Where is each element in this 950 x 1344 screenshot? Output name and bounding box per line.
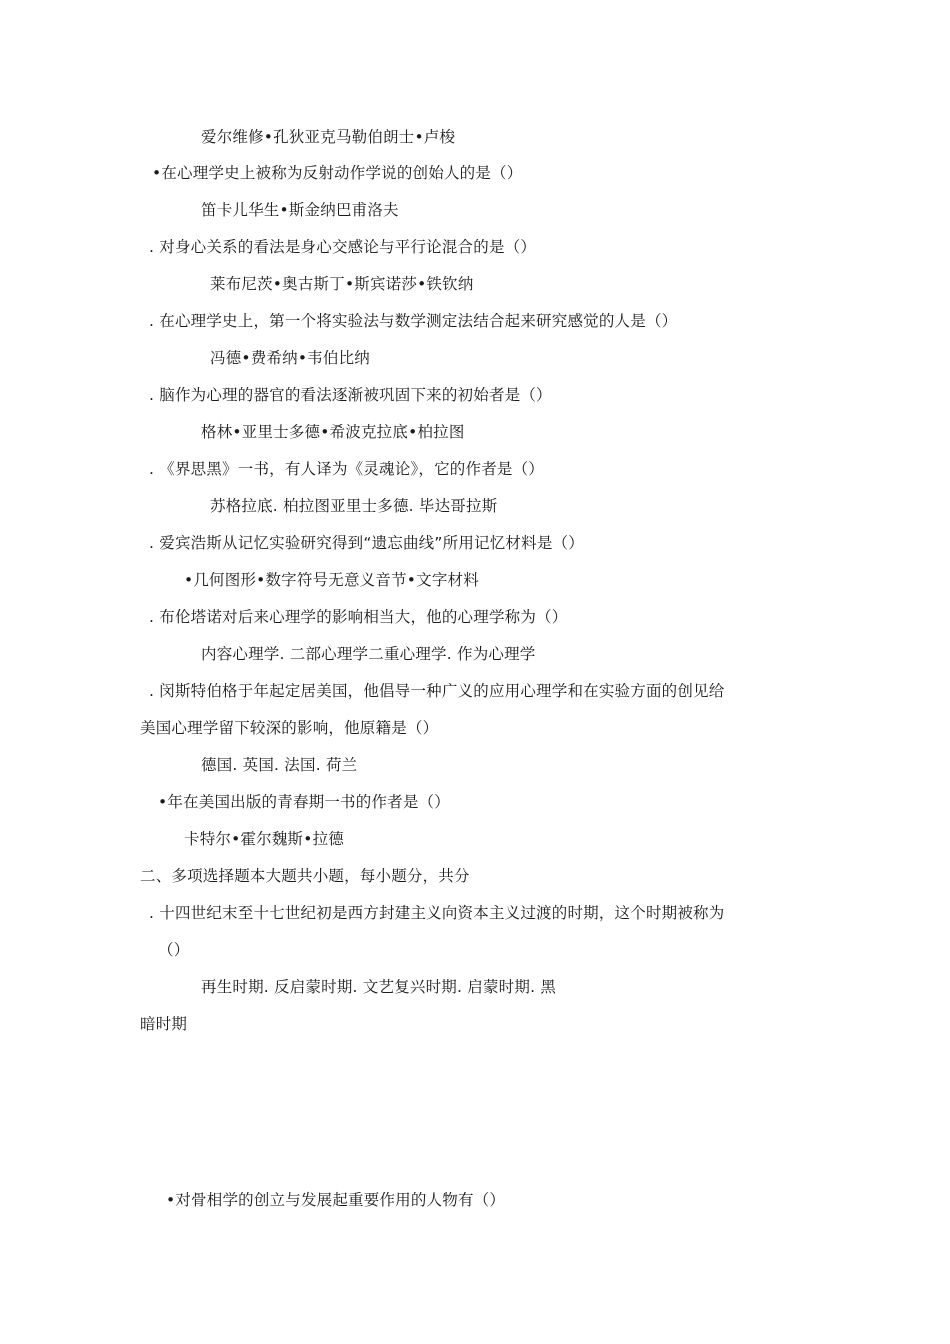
answer-options-line: 卡特尔•霍尔魏斯•拉德 [184, 830, 344, 848]
section-heading: 二、多项选择题本大题共小题，每小题分，共分 [140, 867, 470, 885]
answer-options-line: 莱布尼茨•奥古斯丁•斯宾诺莎•铁钦纳 [210, 275, 474, 293]
question-line: •年在美国出版的青春期一书的作者是（） [158, 793, 450, 811]
question-line: . 爱宾浩斯从记忆实验研究得到“遗忘曲线”所用记忆材料是（） [149, 534, 584, 552]
answer-options-line: 笛卡儿华生•斯金纳巴甫洛夫 [201, 201, 399, 219]
answer-options-line: 格林•亚里士多德•希波克拉底•柏拉图 [201, 423, 465, 441]
question-line: . 十四世纪末至十七世纪初是西方封建主义向资本主义过渡的时期，这个时期被称为 [149, 904, 725, 922]
question-line: . 布伦塔诺对后来心理学的影响相当大，他的心理学称为（） [149, 608, 568, 626]
question-line: . 对身心关系的看法是身心交感论与平行论混合的是（） [149, 238, 537, 256]
question-line-continued: （） [158, 941, 190, 959]
question-line-continued: 美国心理学留下较深的影响，他原籍是（） [140, 719, 439, 737]
answer-options-line: 苏格拉底. 柏拉图亚里士多德. 毕达哥拉斯 [210, 497, 498, 515]
answer-options-line: 德国. 英国. 法国. 荷兰 [201, 756, 358, 774]
question-line: . 脑作为心理的器官的看法逐渐被巩固下来的初始者是（） [149, 386, 552, 404]
answer-options-line-continued: 暗时期 [140, 1015, 188, 1033]
answer-options-line: •几何图形•数字符号无意义音节•文字材料 [184, 571, 479, 589]
answer-options-line: 爱尔维修•孔狄亚克马勒伯朗士•卢梭 [201, 128, 456, 146]
question-line: . 在心理学史上，第一个将实验法与数学测定法结合起来研究感觉的人是（） [149, 312, 678, 330]
question-line: •对骨相学的创立与发展起重要作用的人物有（） [166, 1191, 506, 1209]
question-line: . 《界思黑》一书，有人译为《灵魂论》，它的作者是（） [149, 460, 545, 478]
question-line: •在心理学史上被称为反射动作学说的创始人的是（） [152, 164, 523, 182]
answer-options-line: 冯德•费希纳•韦伯比纳 [210, 349, 370, 367]
question-line: . 闵斯特伯格于年起定居美国，他倡导一种广义的应用心理学和在实验方面的创见给 [149, 682, 725, 700]
answer-options-line: 内容心理学. 二部心理学二重心理学. 作为心理学 [201, 645, 536, 663]
answer-options-line: 再生时期. 反启蒙时期. 文艺复兴时期. 启蒙时期. 黑 [201, 978, 557, 996]
